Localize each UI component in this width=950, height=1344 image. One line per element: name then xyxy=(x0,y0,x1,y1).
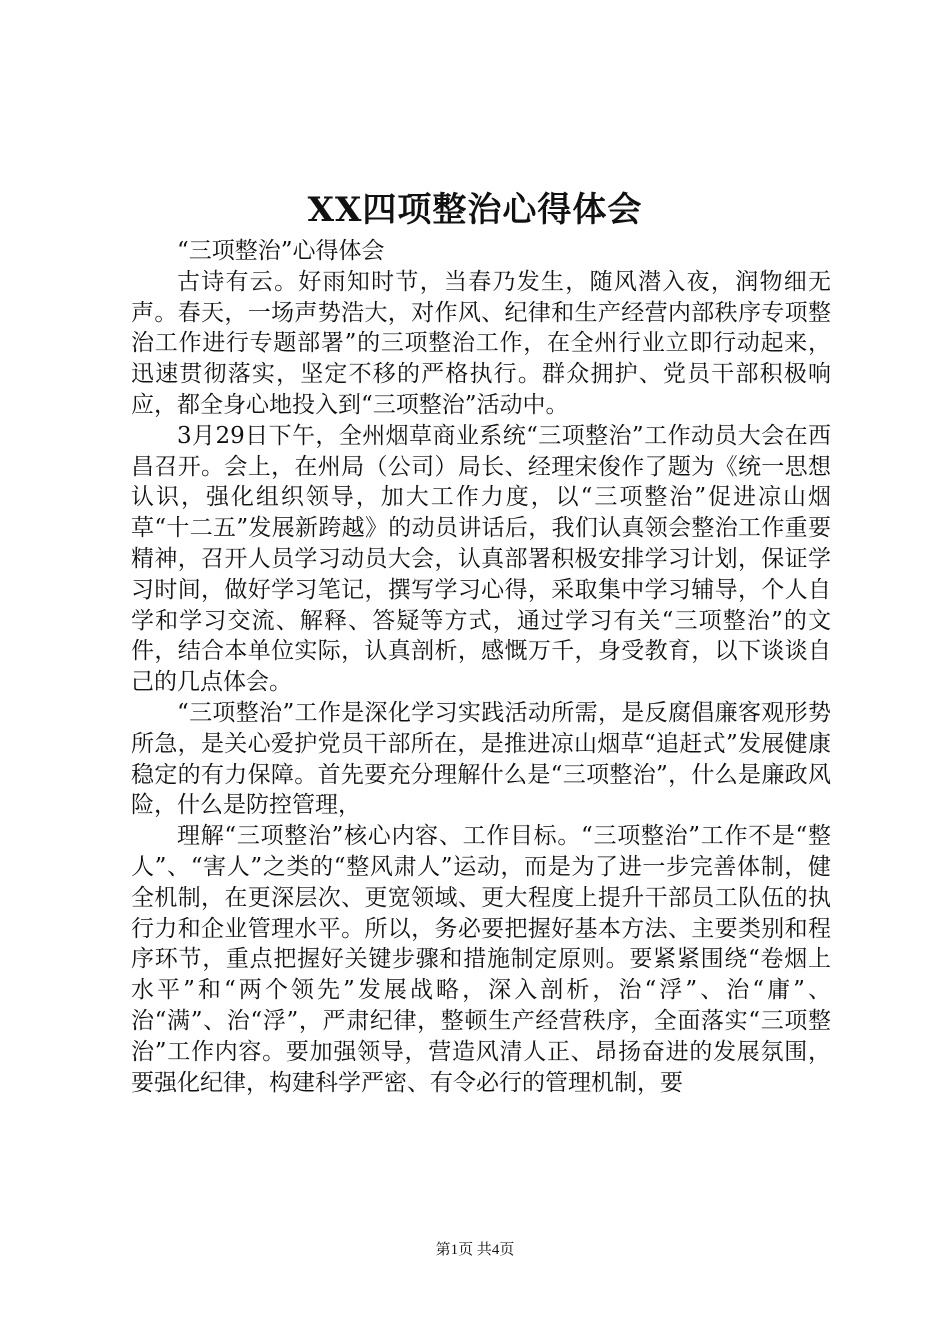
paragraph-meeting: 3月29日下午，全州烟草商业系统“三项整治”工作动员大会在西昌召开。会上，在州局（公司）局长、经理宋俊作了题为《统一思想认识，强化组织领导，加大工作力度，以“三项整治”促进凉山烟草“十二五”发展新跨越》的动员讲话后，我们认真领会整治工作重要精神，召开人员学习动员大会，认真部署积极安排学习计划，保证学习时间，做好学习笔记，撰写学习心得，采取集中学习辅导，个人自学和学习交流、解释、答疑等方式，通过学习有关“三项整治”的文件，结合本单位实际，认真剖析，感慨万千，身受教育，以下谈谈自己的几点体会。 xyxy=(131,422,831,696)
paragraph-significance: “三项整治”工作是深化学习实践活动所需，是反腐倡廉客观形势所急，是关心爱护党员干部所在，是推进凉山烟草“追赶式”发展健康稳定的有力保障。首先要充分理解什么是“三项整治”，什么是廉政风险，什么是防控管理， xyxy=(131,699,831,819)
paragraph-subtitle: “三项整治”心得体会 xyxy=(177,238,385,264)
paragraph-understanding: 理解“三项整治”核心内容、工作目标。“三项整治”工作不是“整人”、“害人”之类的“整风肃人”运动，而是为了进一步完善体制，健全机制，在更深层次、更宽领域、更大程度上提升干部员工队伍的执行力和企业管理水平。所以，务必要把握好基本方法、主要类别和程序环节，重点把握好关键步骤和措施制定原则。要紧紧围绕“卷烟上水平”和“两个领先”发展战略，深入剖析，治“浮”、治“庸”、治“满”、治“浮”，严肃纪律，整顿生产经营秩序，全面落实“三项整治”工作内容。要加强领导，营造风清人正、昂扬奋进的发展氛围，要强化纪律，构建科学严密、有令必行的管理机制，要 xyxy=(131,823,831,1096)
page-footer: 第1页 共4页 xyxy=(435,1242,515,1258)
document-body xyxy=(131,236,831,1098)
page-title: XX四项整治心得体会 xyxy=(307,190,643,230)
paragraph-intro: 古诗有云。好雨知时节，当春乃发生，随风潜入夜，润物细无声。春天，一场声势浩大，对作风、纪律和生产经营内部秩序专项整治工作进行专题部署”的三项整治工作，在全州行业立即行动起来，迅速贯彻落实，坚定不移的严格执行。群众拥护、党员干部积极响应，都全身心地投入到“三项整治”活动中。 xyxy=(131,268,831,418)
